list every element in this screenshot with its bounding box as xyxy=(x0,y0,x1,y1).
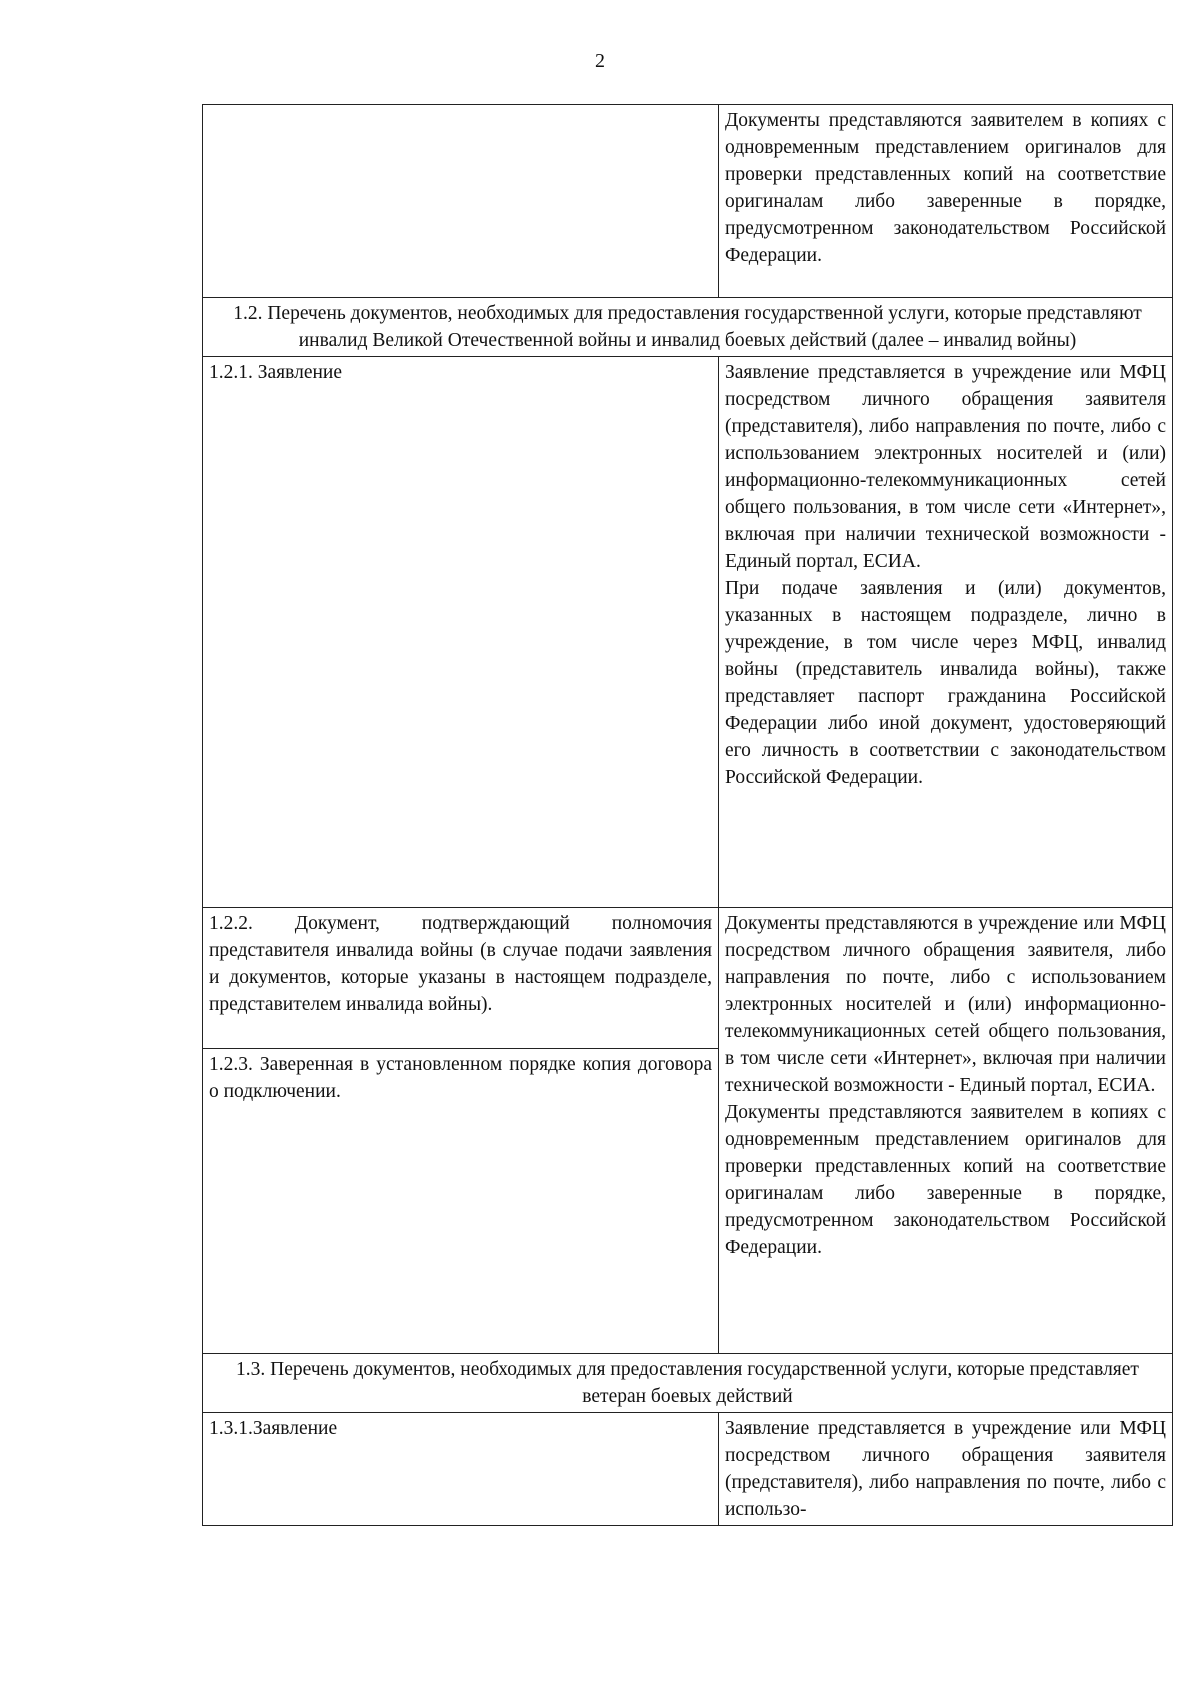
empty-cell xyxy=(203,105,719,298)
item-1-2-1-label-cell xyxy=(203,357,719,908)
item-1-2-2-label: 1.2.2. Документ, подтверждающий полномочия представителя инвалида войны (в случае подачи заявления и документов, которые указаны в настоящем подразделе, представителем инвалида войны). xyxy=(209,913,712,1015)
items-1-2-2-and-1-2-3-cell xyxy=(203,908,719,1354)
item-1-2-1-notes-cell xyxy=(719,357,1173,908)
continuation-note: Документы представляются заявителем в копиях с одновременным представлением оригиналов для проверки представленных копий на соответствие оригиналам либо заверенные в порядке, предусмотренном законодательством Российской Федерации. xyxy=(725,110,1166,266)
item-1-3-1-note: Заявление представляется в учреждение или МФЦ посредством личного обращения заявителя (представителя), либо направления по почте, либо с использо- xyxy=(725,1418,1166,1520)
item-1-3-1-note-cell xyxy=(719,1413,1173,1526)
item-1-2-3-cell xyxy=(203,1049,718,1353)
item-1-3-1-label: 1.3.1.Заявление xyxy=(209,1418,338,1439)
section-1-2-heading: 1.2. Перечень документов, необходимых для предоставления государственной услуги, которые представляют инвалид Великой Отечественной войны и инвалид боевых действий (далее – инвалид войны) xyxy=(233,303,1142,351)
item-1-2-1-label: 1.2.1. Заявление xyxy=(209,362,343,383)
section-1-3-heading-cell xyxy=(203,1354,1173,1413)
item-1-3-1-label-cell xyxy=(203,1413,719,1526)
item-1-2-1-note-1: Заявление представляется в учреждение или МФЦ посредством личного обращения заявителя (представителя), либо направления по почте, либо с использованием электронных носителей и (или) информационно-телекоммуникационных сетей общего пользования, в том числе сети «Интернет», включая при наличии технической возможности - Единый портал, ЕСИА. xyxy=(725,362,1166,572)
shared-note-2: Документы представляются заявителем в копиях с одновременным представлением оригиналов для проверки представленных копий на соответствие оригиналам либо заверенные в порядке, предусмотренном законодательством Российской Федерации. xyxy=(725,1102,1166,1258)
section-heading-row xyxy=(203,1354,1173,1413)
section-heading-row xyxy=(203,298,1173,357)
table-row xyxy=(203,908,1173,1354)
table-row xyxy=(203,105,1173,298)
continuation-note-cell xyxy=(719,105,1173,298)
item-1-2-2-cell xyxy=(203,908,718,1049)
item-1-2-1-note-2: При подаче заявления и (или) документов, указанных в настоящем подразделе, лично в учреждение, в том числе через МФЦ, инвалид войны (представитель инвалида войны), также представляет паспорт гражданина Российской Федерации либо иной документ, удостоверяющий его личность в соответствии с законодательством Российской Федерации. xyxy=(725,578,1166,788)
section-1-2-heading-cell xyxy=(203,298,1173,357)
item-1-2-3-label: 1.2.3. Заверенная в установленном порядке копия договора о подключении. xyxy=(209,1054,712,1102)
section-1-3-heading: 1.3. Перечень документов, необходимых для предоставления государственной услуги, которые представляет ветеран боевых действий xyxy=(236,1359,1139,1407)
shared-note-1: Документы представляются в учреждение или МФЦ посредством личного обращения заявителя, либо направления по почте, либо с использованием электронных носителей и (или) информационно-телекоммуникационных сетей общего пользования, в том числе сети «Интернет», включая при наличии технической возможности - Единый портал, ЕСИА. xyxy=(725,913,1166,1096)
shared-notes-cell xyxy=(719,908,1173,1354)
table-row xyxy=(203,357,1173,908)
table-row xyxy=(203,1413,1173,1526)
documents-table xyxy=(202,104,1173,1526)
page-number: 2 xyxy=(595,50,605,72)
